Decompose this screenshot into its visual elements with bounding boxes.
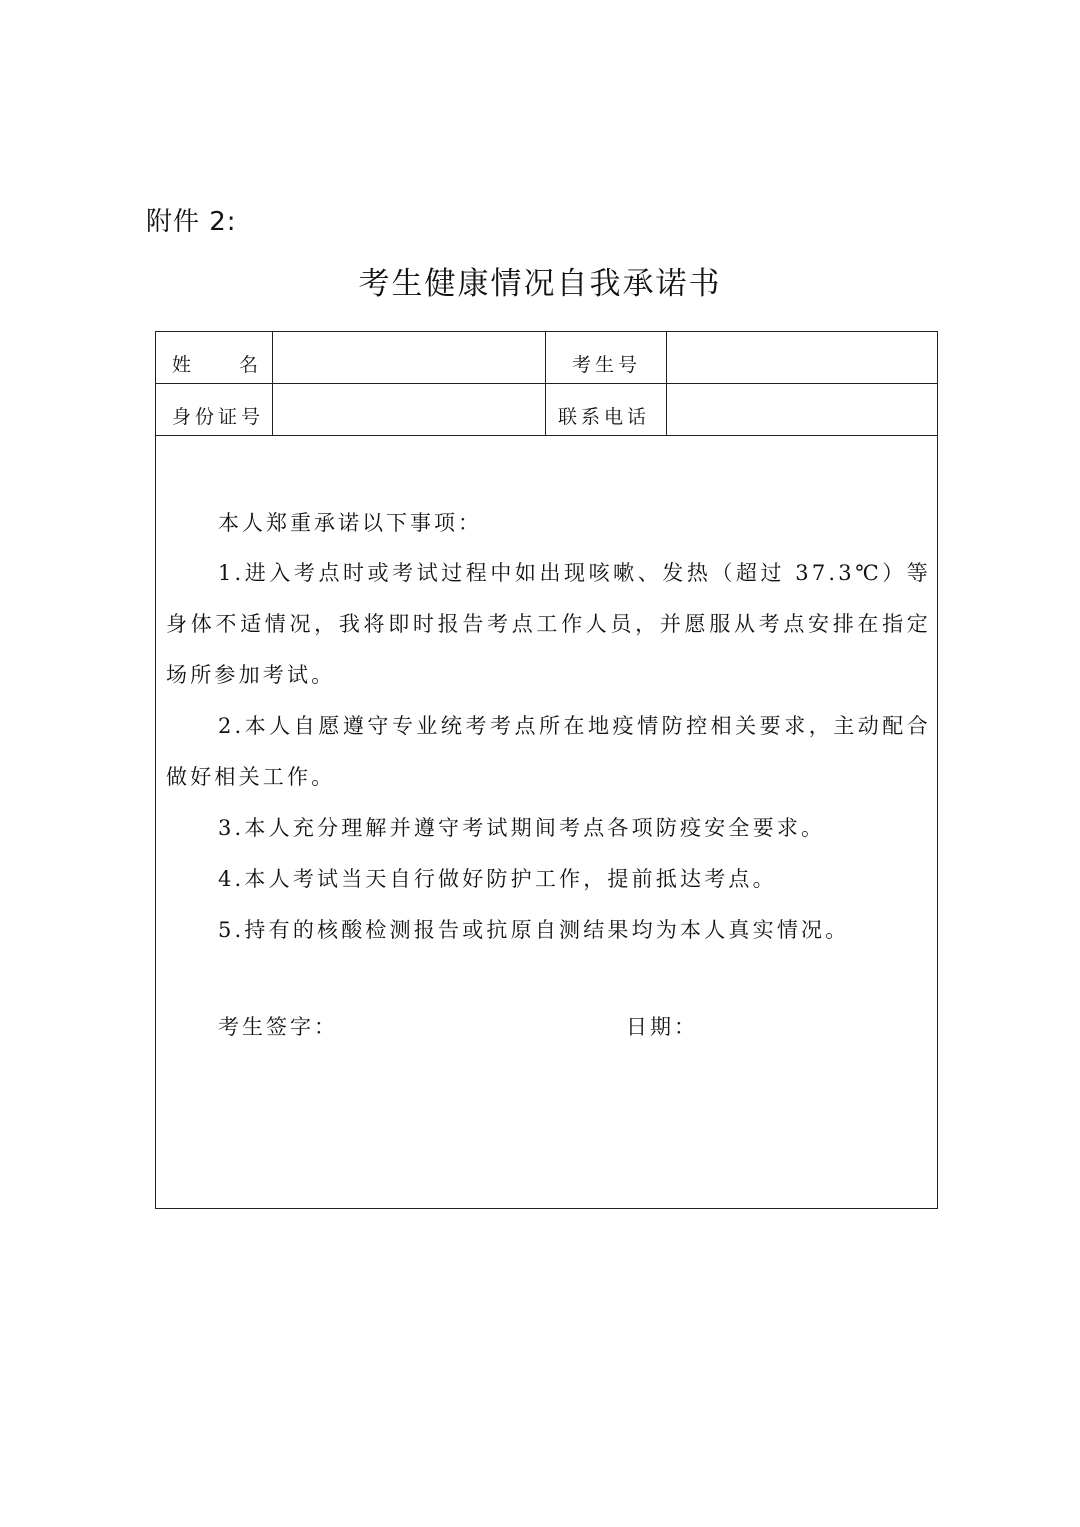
attachment-label: 附件 2: — [146, 207, 237, 237]
name-label-second: 名 — [239, 354, 259, 376]
phone-label-cell — [546, 384, 667, 435]
pledge-item: 3.本人充分理解并遵守考试期间考点各项防疫安全要求。 — [218, 816, 826, 840]
name-field[interactable] — [273, 332, 546, 383]
pledge-item: 4.本人考试当天自行做好防护工作，提前抵达考点。 — [218, 867, 777, 891]
name-label-first: 姓 — [172, 354, 192, 376]
name-label-cell — [156, 332, 273, 383]
pledge-item: 1.进入考点时或考试过程中如出现咳嗽、发热（超过 37.3℃）等身体不适情况，我将即时报告考点工作人员，并愿服从考点安排在指定场所参加考试。 — [166, 561, 931, 687]
phone-label: 联系电话 — [558, 406, 651, 428]
pledge-intro: 本人郑重承诺以下事项： — [218, 511, 482, 535]
form-row-name — [156, 332, 937, 384]
id-number-field[interactable] — [273, 384, 546, 435]
pledge-form — [155, 331, 938, 1209]
signature-label: 考生签字： — [218, 1015, 338, 1039]
exam-number-label-cell — [546, 332, 667, 383]
id-number-label: 身份证号 — [172, 406, 265, 428]
document-title: 考生健康情况自我承诺书 — [358, 266, 722, 302]
form-row-id — [156, 384, 937, 436]
pledge-item: 2.本人自愿遵守专业统考考点所在地疫情防控相关要求，主动配合做好相关工作。 — [166, 714, 931, 789]
phone-field[interactable] — [667, 384, 937, 435]
pledge-content — [156, 436, 937, 1208]
id-number-label-cell — [156, 384, 273, 435]
name-label — [172, 353, 258, 377]
pledge-item: 5.持有的核酸检测报告或抗原自测结果均为本人真实情况。 — [218, 918, 850, 942]
date-label: 日期： — [626, 1015, 698, 1039]
exam-number-label: 考生号 — [572, 354, 642, 376]
exam-number-field[interactable] — [667, 332, 937, 383]
